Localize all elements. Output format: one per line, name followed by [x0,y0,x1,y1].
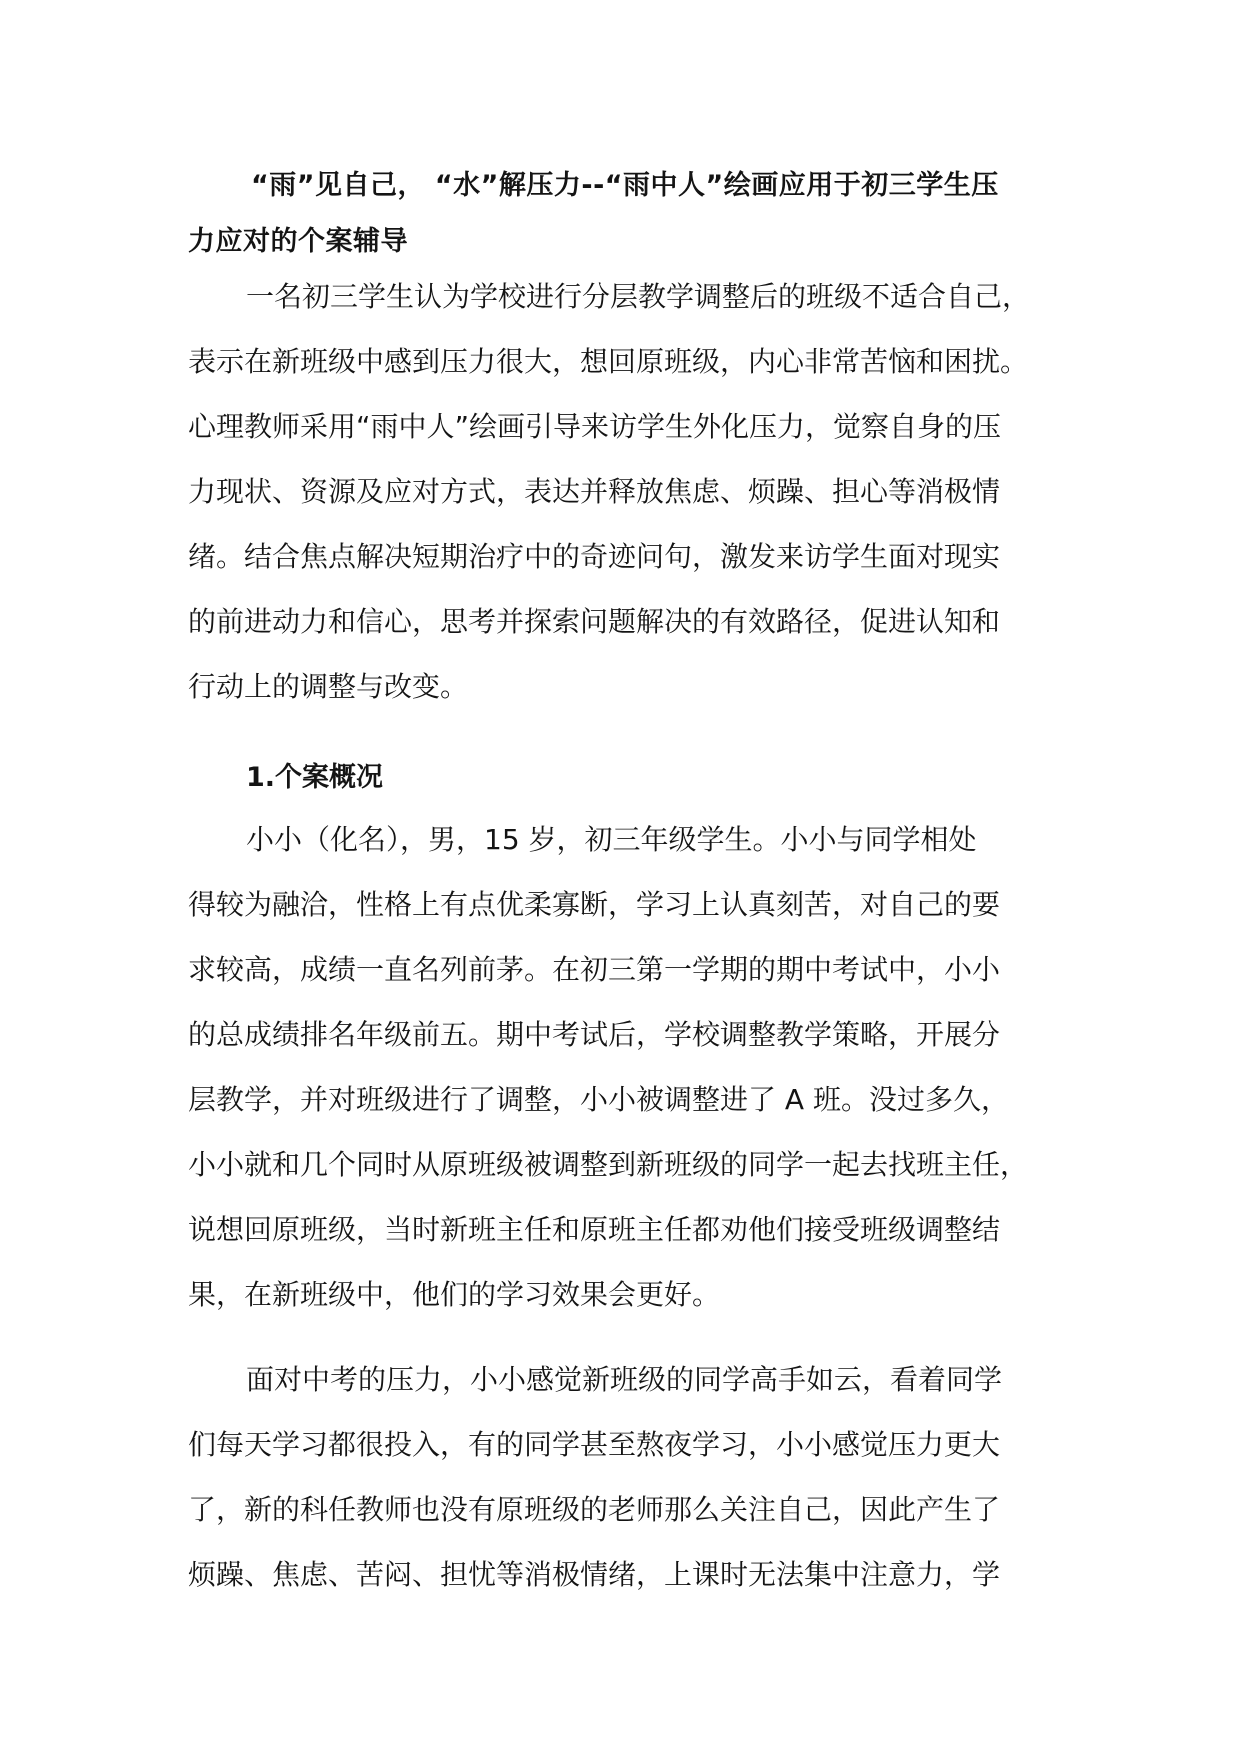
paragraph-line: 求较高，成绩一直名列前茅。在初三第一学期的期中考试中，小小 [188,953,1001,986]
title-line: “雨”见自己， “水”解压力--“雨中人”绘画应用于初三学生压 [251,170,999,201]
paragraph-line: 说想回原班级，当时新班主任和原班主任都劝他们接受班级调整结 [188,1213,1001,1246]
paragraph-line: 面对中考的压力，小小感觉新班级的同学高手如云，看着同学 [246,1363,1003,1396]
paragraph-line: 小小就和几个同时从原班级被调整到新班级的同学一起去找班主任， [188,1148,1029,1181]
paragraph-line: 一名初三学生认为学校进行分层教学调整后的班级不适合自己， [246,280,1031,313]
paragraph-line: 小小（化名），男，15 岁，初三年级学生。小小与同学相处 [246,823,977,856]
case-overview-paragraph [188,807,1078,1327]
section-heading: 1.个案概况 [246,762,384,793]
title-line: 力应对的个案辅导 [188,226,408,257]
paragraph-line: 们每天学习都很投入，有的同学甚至熬夜学习，小小感觉压力更大 [188,1428,1001,1461]
paragraph-line: 表示在新班级中感到压力很大，想回原班级，内心非常苦恼和困扰。 [188,345,1029,378]
paragraph-line: 的总成绩排名年级前五。期中考试后，学校调整教学策略，开展分 [188,1018,1001,1051]
paragraph-line: 得较为融洽，性格上有点优柔寡断，学习上认真刻苦，对自己的要 [188,888,1001,921]
paragraph-line: 果，在新班级中，他们的学习效果会更好。 [188,1278,721,1311]
paragraph-line: 了，新的科任教师也没有原班级的老师那么关注自己，因此产生了 [188,1493,1001,1526]
pressure-paragraph [188,1347,1078,1607]
abstract-paragraph [188,264,1078,719]
paragraph-line: 绪。结合焦点解决短期治疗中的奇迹问句，激发来访学生面对现实 [188,540,1001,573]
paragraph-line: 心理教师采用“雨中人”绘画引导来访学生外化压力，觉察自身的压 [188,410,1002,443]
paragraph-line: 行动上的调整与改变。 [188,670,469,703]
paragraph-line: 的前进动力和信心，思考并探索问题解决的有效路径，促进认知和 [188,605,1001,638]
paragraph-line: 烦躁、焦虑、苦闷、担忧等消极情绪，上课时无法集中注意力，学 [188,1558,1001,1591]
paragraph-line: 层教学，并对班级进行了调整，小小被调整进了 A 班。没过多久， [188,1083,1009,1116]
paragraph-line: 力现状、资源及应对方式，表达并释放焦虑、烦躁、担心等消极情 [188,475,1001,508]
document-title [188,158,1068,270]
